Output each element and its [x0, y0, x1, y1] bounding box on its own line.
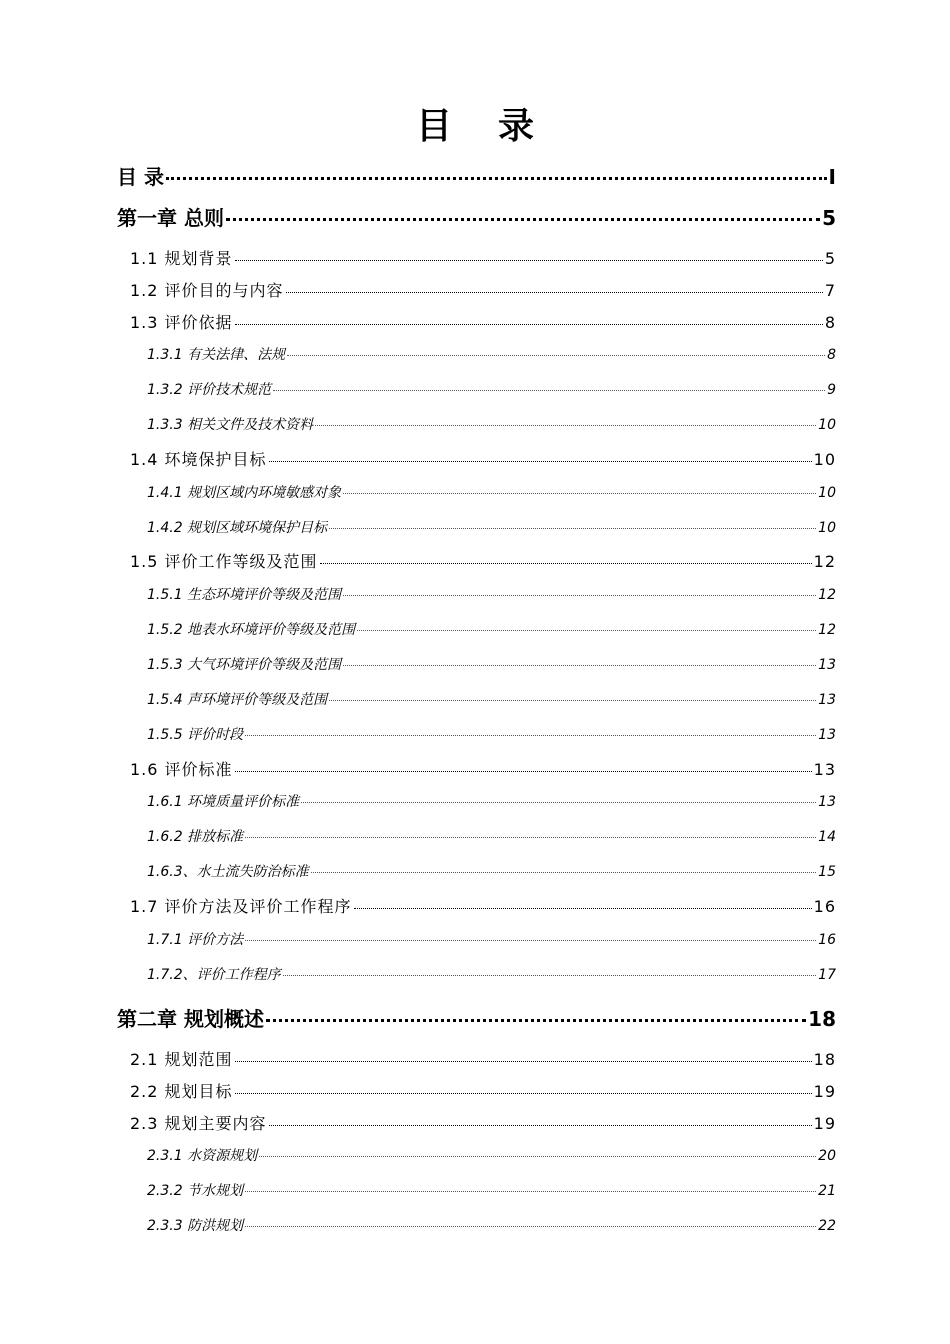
toc-entry[interactable]	[147, 791, 836, 811]
toc-entry-page-number: 15	[818, 864, 836, 880]
toc-entry-label: 2.3.1 水资源规划	[147, 1148, 258, 1164]
toc-dot-leader	[245, 735, 816, 736]
toc-entry[interactable]	[147, 584, 836, 604]
toc-entry-label: 2.3 规划主要内容	[130, 1114, 267, 1133]
toc-entry-label: 1.5.4 声环境评价等级及范围	[147, 692, 328, 708]
toc-entry-page-number: 16	[813, 897, 836, 916]
toc-entry-label: 目 录	[117, 165, 164, 189]
toc-entry[interactable]	[130, 757, 836, 780]
toc-entry[interactable]	[147, 344, 836, 364]
toc-entry[interactable]	[147, 964, 836, 984]
toc-entry-label: 1.5.2 地表水环境评价等级及范围	[147, 622, 356, 638]
toc-entry-label: 2.3.3 防洪规划	[147, 1218, 244, 1234]
toc-dot-leader	[354, 908, 812, 909]
toc-entry[interactable]	[147, 689, 836, 709]
toc-entry-page-number: 8	[827, 347, 836, 363]
toc-dot-leader	[286, 292, 823, 293]
toc-entry-page-number: 21	[818, 1183, 836, 1199]
toc-entry-label: 1.5.1 生态环境评价等级及范围	[147, 587, 342, 603]
toc-entry-label: 2.3.2 节水规划	[147, 1183, 244, 1199]
toc-dot-leader	[329, 528, 816, 529]
toc-dot-leader	[287, 355, 825, 356]
toc-entry-page-number: 20	[818, 1148, 836, 1164]
toc-entry[interactable]	[117, 202, 836, 231]
toc-entry-label: 1.5 评价工作等级及范围	[130, 552, 318, 571]
toc-entry-label: 1.3.1 有关法律、法规	[147, 347, 286, 363]
toc-dot-leader	[343, 665, 816, 666]
toc-entry-label: 第二章 规划概述	[117, 1007, 264, 1031]
toc-entry-label: 1.6.1 环境质量评价标准	[147, 794, 300, 810]
toc-entry-page-number: 12	[813, 552, 836, 571]
toc-dot-leader	[166, 177, 827, 180]
toc-entry-page-number: 13	[818, 657, 836, 673]
toc-entry-page-number: 14	[818, 829, 836, 845]
toc-entry[interactable]	[117, 1003, 836, 1032]
toc-entry[interactable]	[130, 447, 836, 470]
toc-dot-leader	[245, 1191, 816, 1192]
toc-entry-label: 1.7.1 评价方法	[147, 932, 244, 948]
toc-entry-page-number: 12	[818, 587, 836, 603]
toc-entry-page-number: 13	[818, 794, 836, 810]
toc-entry-page-number: 22	[818, 1218, 836, 1234]
toc-entry-label: 1.5.5 评价时段	[147, 727, 244, 743]
toc-dot-leader	[311, 872, 817, 873]
toc-dot-leader	[315, 425, 816, 426]
toc-dot-leader	[343, 595, 816, 596]
toc-entry-label: 1.1 规划背景	[130, 249, 233, 268]
toc-dot-leader	[245, 1226, 816, 1227]
toc-entry-page-number: 10	[818, 520, 836, 536]
toc-entry[interactable]	[147, 724, 836, 744]
toc-entry-label: 1.5.3 大气环境评价等级及范围	[147, 657, 342, 673]
toc-entry-label: 第一章 总则	[117, 206, 224, 230]
toc-dot-leader	[301, 802, 816, 803]
toc-dot-leader	[343, 493, 816, 494]
toc-dot-leader	[245, 837, 816, 838]
toc-dot-leader	[235, 260, 823, 261]
toc-entry-page-number: 13	[818, 727, 836, 743]
toc-entry-page-number: 5	[824, 249, 836, 268]
toc-dot-leader	[235, 324, 823, 325]
toc-entry-page-number: 19	[813, 1082, 836, 1101]
toc-entry-page-number: 13	[818, 692, 836, 708]
toc-entry-page-number: 19	[813, 1114, 836, 1133]
toc-dot-leader	[283, 975, 817, 976]
toc-entry[interactable]	[147, 517, 836, 537]
toc-entry-label: 1.3.3 相关文件及技术资料	[147, 417, 314, 433]
toc-entry-page-number: 10	[813, 450, 836, 469]
toc-dot-leader	[320, 563, 812, 564]
toc-entry[interactable]	[147, 826, 836, 846]
toc-dot-leader	[245, 940, 816, 941]
toc-entry-label: 1.4.1 规划区域内环境敏感对象	[147, 485, 342, 501]
toc-entry-page-number: 10	[818, 417, 836, 433]
toc-entry-label: 1.3 评价依据	[130, 313, 233, 332]
toc-entry-label: 1.2 评价目的与内容	[130, 281, 284, 300]
toc-entry-label: 2.1 规划范围	[130, 1050, 233, 1069]
toc-entry-label: 1.4 环境保护目标	[130, 450, 267, 469]
toc-entry-page-number: 13	[813, 760, 836, 779]
title-char-right: 录	[498, 105, 535, 147]
toc-entry[interactable]	[147, 929, 836, 949]
toc-entry[interactable]	[147, 1215, 836, 1235]
toc-entry-page-number: 8	[824, 313, 836, 332]
toc-entry-label: 1.6.2 排放标准	[147, 829, 244, 845]
toc-entry-label: 1.6.3、水土流失防治标准	[147, 864, 309, 880]
toc-entry-label: 1.7 评价方法及评价工作程序	[130, 897, 352, 916]
toc-dot-leader	[269, 461, 812, 462]
toc-entry[interactable]	[147, 379, 836, 399]
toc-entry-page-number: 18	[813, 1050, 836, 1069]
toc-entry-page-number: 17	[818, 967, 836, 983]
toc-entry-page-number: 5	[822, 206, 836, 230]
toc-entry-label: 1.6 评价标准	[130, 760, 233, 779]
toc-entry[interactable]	[130, 1079, 836, 1102]
toc-entry[interactable]	[130, 1047, 836, 1070]
toc-dot-leader	[235, 1061, 812, 1062]
toc-dot-leader	[357, 630, 816, 631]
toc-entry-page-number: 18	[808, 1007, 836, 1031]
toc-entry[interactable]	[130, 549, 836, 572]
toc-dot-leader	[266, 1019, 806, 1022]
toc-entry[interactable]	[130, 1111, 836, 1134]
toc-entry-label: 1.3.2 评价技术规范	[147, 382, 272, 398]
toc-entry[interactable]	[130, 310, 836, 333]
toc-entry-page-number: 9	[827, 382, 836, 398]
toc-entry[interactable]	[147, 654, 836, 674]
toc-dot-leader	[259, 1156, 816, 1157]
toc-entry[interactable]	[147, 1180, 836, 1200]
toc-entry[interactable]	[130, 894, 836, 917]
toc-dot-leader	[235, 1093, 812, 1094]
toc-entry[interactable]	[147, 414, 836, 434]
toc-entry-page-number: 10	[818, 485, 836, 501]
toc-dot-leader	[226, 218, 820, 221]
toc-entry[interactable]	[130, 246, 836, 269]
toc-entry-page-number: 12	[818, 622, 836, 638]
toc-entry-page-number: 7	[824, 281, 836, 300]
toc-entry[interactable]	[147, 861, 836, 881]
toc-entry[interactable]	[147, 619, 836, 639]
toc-dot-leader	[269, 1125, 812, 1126]
title-char-left: 目	[415, 105, 452, 147]
toc-entry-page-number: I	[828, 165, 836, 189]
toc-dot-leader	[273, 390, 825, 391]
toc-entry-label: 2.2 规划目标	[130, 1082, 233, 1101]
toc-entry-label: 1.7.2、评价工作程序	[147, 967, 281, 983]
toc-dot-leader	[235, 771, 812, 772]
toc-entry[interactable]	[147, 482, 836, 502]
toc-dot-leader	[329, 700, 816, 701]
toc-entry[interactable]	[117, 161, 836, 190]
toc-entry-label: 1.4.2 规划区域环境保护目标	[147, 520, 328, 536]
toc-entry[interactable]	[130, 278, 836, 301]
toc-entry-page-number: 16	[818, 932, 836, 948]
toc-entry[interactable]	[147, 1145, 836, 1165]
